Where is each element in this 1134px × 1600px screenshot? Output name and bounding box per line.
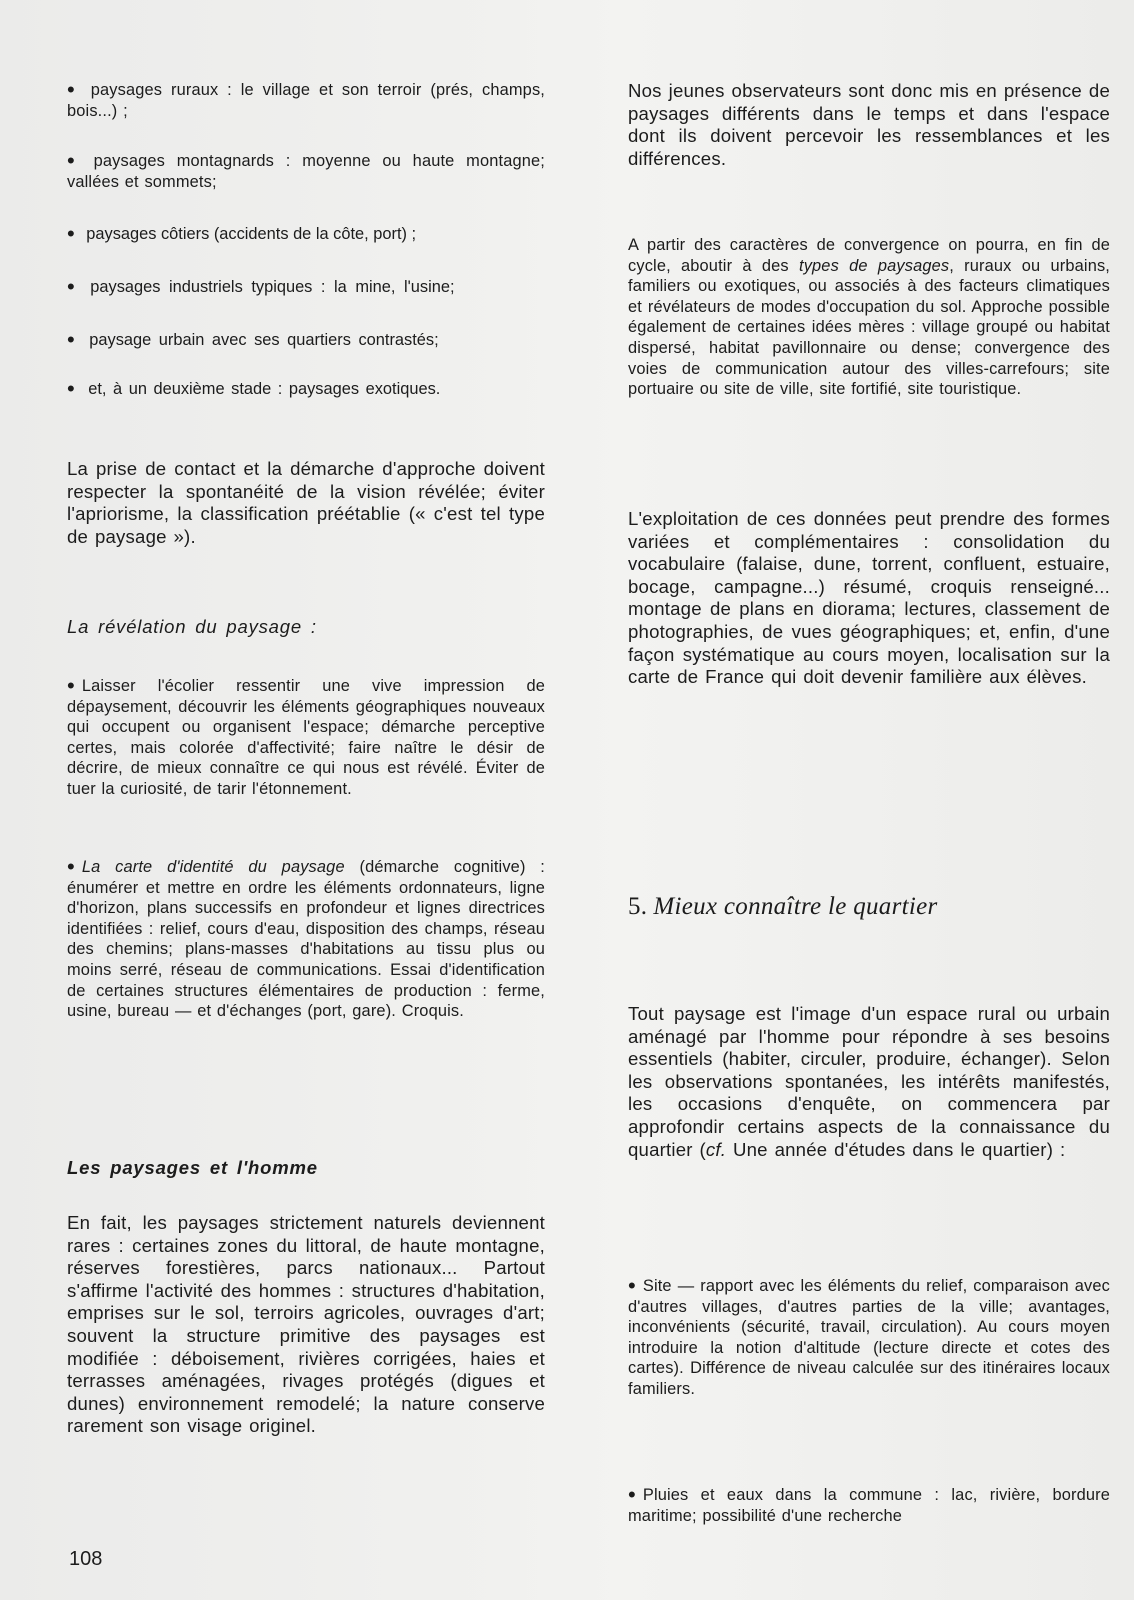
list-item-text: paysages ruraux : le village et son terroir (prés, champs, bois...) ; — [67, 81, 545, 120]
landscape-type-coastal — [67, 224, 545, 245]
convergence-paragraph — [628, 235, 1110, 400]
landscape-type-exotic — [67, 379, 545, 400]
landscape-type-rural — [67, 80, 545, 121]
revelation-bullet-depaysement — [67, 676, 545, 800]
types-term: types de paysages — [798, 256, 950, 275]
bullet-text: Pluies et eaux dans la commune : lac, rivière, bordure maritime; possibilité d'une recherche — [628, 1486, 1110, 1525]
quartier-paragraph — [628, 1003, 1110, 1161]
bullet-text: (démarche cognitive) : énumérer et mettre en ordre les éléments ordonnateurs, ligne d'horizon, plans successifs en profondeur et lignes directrices identifiées : relief, cours d'eau, disposition des champs, réseau des chemins; plans-masses d'habitations au tissu plus ou moins serré, réseau de communications. Essai d'identification de certaines structures élémentaires de production : ferme, usine, bureau — et d'échanges (port, gare). Croquis. — [67, 858, 545, 1021]
site-bullet — [628, 1276, 1110, 1400]
section-title-text: Mieux connaître le quartier — [653, 893, 938, 920]
exploitation-paragraph: L'exploitation de ces données peut prendre des formes variées et complémentaires : consolidation du vocabulaire (falaise, dune, torrent, confluent, estuaire, bocage, campagne...) résumé, croquis renseigné... montage de plans en diorama; lectures, classement de photographies, de vues géographiques; et, enfin, d'une façon systématique au cours moyen, localisation sur la carte de France qui doit devenir familière aux élèves. — [628, 508, 1110, 688]
identity-card-term: La carte d'identité du paysage — [81, 858, 345, 876]
list-item-text: paysages industriels typiques : la mine, l'usine; — [90, 278, 455, 296]
paragraph-text: Tout paysage est l'image d'un espace rural ou urbain aménagé par l'homme pour répondre à ses besoins essentiels (habiter, circuler, produire, échanger). Selon les observations spontanées, les intérêts manifestés, les occasions d'enquête, on commencera par approfondir certains aspects de la connaissance du quartier ( — [628, 1003, 1110, 1160]
paragraph-text: , ruraux ou urbains, familiers ou exotiques, ou associés à des facteurs climatiques et révélateurs de modes d'occupation du sol. Approche possible également de certaines idées mères : village groupé ou habitat dispersé, habitat pavillonnaire ou dense; convergence des voies de communication autour des villes-carrefours; site portuaire ou site de ville, site fortifié, site touristique. — [628, 256, 1111, 399]
section-title — [628, 893, 1110, 921]
paragraph-text: Une année d'études dans le quartier) : — [726, 1138, 1066, 1160]
list-item-text: paysages montagnards : moyenne ou haute montagne; vallées et sommets; — [67, 152, 545, 191]
approach-paragraph: La prise de contact et la démarche d'approche doivent respecter la spontanéité de la vision révélée; éviter l'apriorisme, la classification préétablie (« c'est tel type de paysage »). — [67, 458, 545, 547]
rain-bullet — [628, 1485, 1110, 1526]
landscape-type-urban — [67, 330, 545, 351]
landscape-type-industrial — [67, 277, 545, 298]
section-number: 5. — [628, 893, 648, 920]
page-number: 108 — [69, 1548, 103, 1570]
men-paragraph: En fait, les paysages strictement naturels deviennent rares : certaines zones du littoral, de haute montagne, réserves forestières, parcs nationaux... Partout s'affirme l'activité des hommes : structures d'habitation, emprises sur le sol, terroirs agricoles, ouvrages d'art; souvent la structure primitive des paysages est modifiée : déboisement, rivières corrigées, haies et terrasses aménagées, rivages protégés (digues et dunes) environnement remodelé; la nature conserve rarement son visage originel. — [67, 1212, 545, 1437]
list-item-text: et, à un deuxième stade : paysages exotiques. — [88, 380, 441, 398]
cf-reference: cf. — [705, 1138, 727, 1160]
list-item-text: paysage urbain avec ses quartiers contrastés; — [89, 331, 439, 349]
observers-paragraph: Nos jeunes observateurs sont donc mis en présence de paysages différents dans le temps et dans l'espace dont ils doivent percevoir les ressemblances et les différences. — [628, 80, 1110, 169]
paragraph-text: A partir des caractères de convergence on pourra, en fin de cycle, aboutir à des — [628, 236, 1110, 275]
bullet-text: Laisser l'écolier ressentir une vive impression de dépaysement, découvrir les éléments géographiques nouveaux qui occupent ou organisent l'espace; démarche perceptive certes, mais colorée d'affectivité; faire naître le désir de décrire, de mieux connaître ce qui nous est révélé. Éviter de tuer la curiosité, de tarir l'étonnement. — [67, 677, 545, 798]
list-item-text: paysages côtiers (accidents de la côte, port) ; — [86, 225, 417, 243]
landscape-type-mountain — [67, 151, 545, 192]
revelation-bullet-identity-card — [67, 857, 545, 1022]
revelation-heading: La révélation du paysage : — [67, 616, 317, 637]
men-heading: Les paysages et l'homme — [67, 1157, 318, 1178]
bullet-text: Site — rapport avec les éléments du relief, comparaison avec d'autres villages, d'autres parties de la ville; avantages, inconvénients (sécurité, travail, circulation). Au cours moyen introduire la notion d'altitude (lecture directe et cotes des cartes). Différence de niveau calculée sur des itinéraires locaux familiers. — [628, 1277, 1110, 1398]
